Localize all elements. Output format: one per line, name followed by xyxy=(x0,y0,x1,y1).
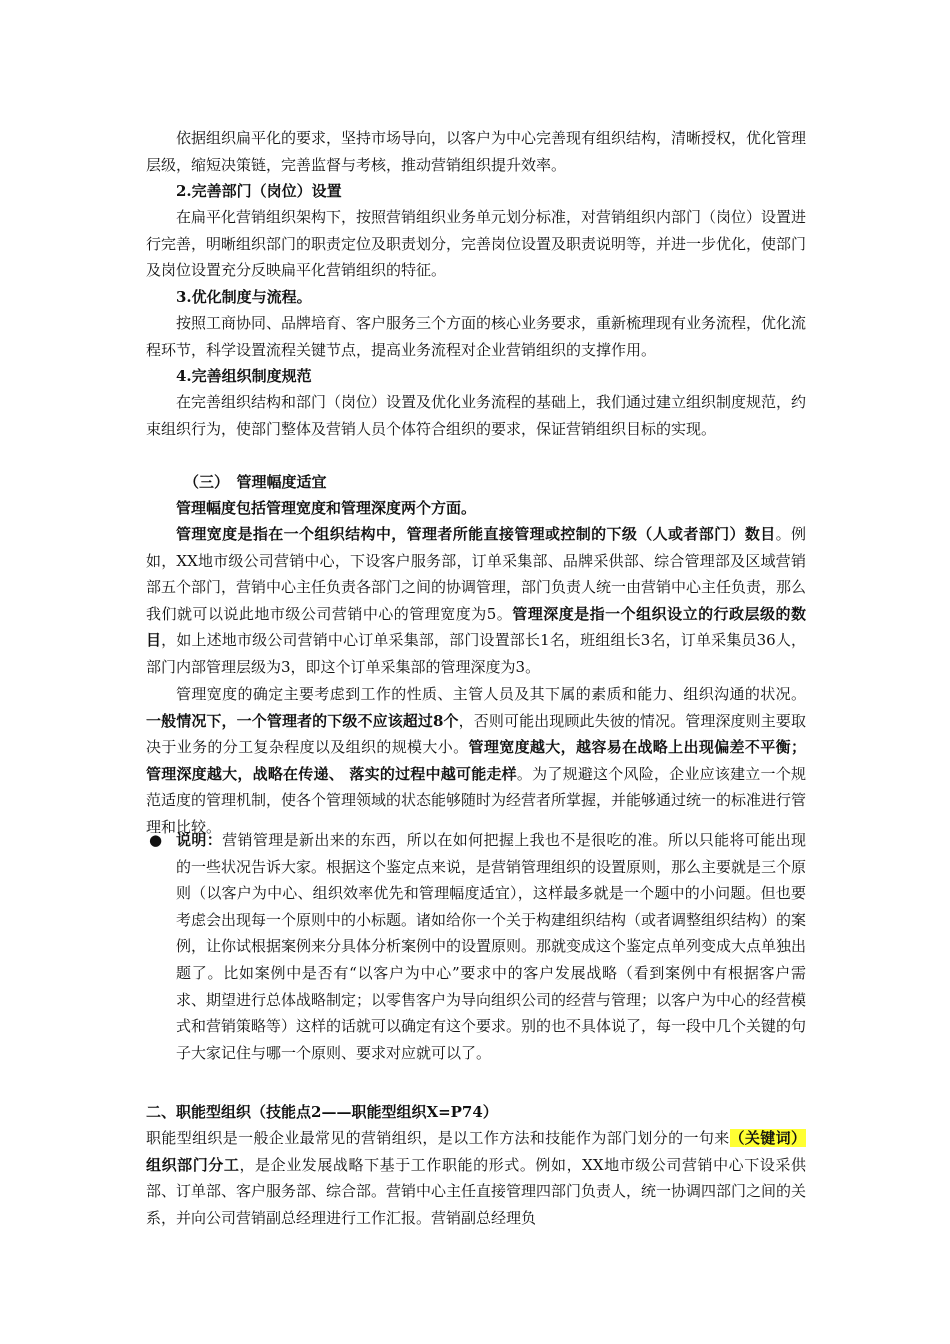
paragraph-functional-org xyxy=(146,1125,806,1231)
text-depth-example: ，如上述地市级公司营销中心订单采集部，部门设置部长1名，班组组长3名，订单采集员36人，部门内部管理层级为3，即这个订单采集部的管理深度为3。 xyxy=(146,631,806,676)
bullet-note-label: 说明： xyxy=(176,831,223,849)
paragraph-span-factors xyxy=(146,681,806,841)
paragraph-dept-setup: 在扁平化营销组织架构下，按照营销组织业务单元划分标准，对营销组织内部门（岗位）设置进行完善，明晰组织部门的职责定位及职责划分，完善岗位设置及职责说明等，并进一步优化，使部门及岗位设置充分反映扁平化营销组织的特征。 xyxy=(146,208,807,280)
text-width-example: 。例如，XX地市级公司营销中心，下设客户服务部，订单采集部、品牌采供部、综合管理部及区域营销部五个部门，营销中心主任负责各部门之间的协调管理，部门负责人统一由营销中心主任负责，那么我们就可以说此地市级公司营销中心的管理宽度为5。 xyxy=(146,525,807,623)
paragraph-system-process: 按照工商协同、品牌培育、客户服务三个方面的核心业务要求，重新梳理现有业务流程，优化流程环节，科学设置流程关键节点，提高业务流程对企业营销组织的支撑作用。 xyxy=(146,314,807,359)
paragraph-org-norms: 在完善组织结构和部门（岗位）设置及优化业务流程的基础上，我们通过建立组织制度规范，约束组织行为，使部门整体及营销人员个体符合组织的要求，保证营销组织目标的实现。 xyxy=(146,393,807,438)
bold-dept-division: 组织部门分工 xyxy=(146,1155,240,1174)
highlight-keyword: （关键词） xyxy=(729,1129,806,1147)
text-functional-example: ，是企业发展战略下基于工作职能的形式。例如，XX地市级公司营销中心下设采供部、订单部、客户服务部、综合部。营销中心主任直接管理四部门负责人，统一协调四部门之间的关系，并向公司营销副总经理进行工作汇报。营销副总经理负 xyxy=(146,1155,807,1227)
bold-width-definition: 管理宽度是指在一个组织结构中，管理者所能直接管理或控制的下级（人或者部门）数目 xyxy=(176,525,776,543)
heading-system-process: 3.优化制度与流程。 xyxy=(176,288,312,306)
bullet-note xyxy=(176,827,806,1066)
text-depth-factors: ，否则可能出现顾此失彼的情况。管理深度则主要取决于业务的分工复杂程度以及组织的规模大小。 xyxy=(146,711,806,757)
text-mitigation: 。为了规避这个风险，企业应该建立一个规范适度的管理机制，使各个管理领域的状态能够随时为经营者所掌握，并能够通过统一的标准进行管理和比较。 xyxy=(146,764,807,836)
bullet-icon: ● xyxy=(149,831,163,849)
heading-org-norms: 4.完善组织制度规范 xyxy=(176,367,312,385)
text-functional-intro: 职能型组织是一般企业最常见的营销组织，是以工作方法和技能作为部门划分的一句来 xyxy=(146,1129,730,1147)
bold-subordinate-limit: 一般情况下，一个管理者的下级不应该超过8个 xyxy=(146,711,459,730)
bullet-note-text: 营销管理是新出来的东西，所以在如何把握上我也不是很吃的准。所以只能将可能出现的一些状况告诉大家。根据这个鉴定点来说，是营销管理组织的设置原则，那么主要就是三个原则（以客户为中心、组织效率优先和管理幅度适宜），这样最多就是一个题中的小问题。但也要考虑会出现每一个原则中的小标题。诸如给你一个关于构建组织结构（或者调整组织结构）的案例，让你试根据案例来分具体分析案例中的设置原则。那就变成这个鉴定点单列变成大点单独出题了。比如案例中是否有“以客户为中心”要求中的客户发展战略（看到案例中有根据客户需求、期望进行总体战略制定；以零售客户为导向组织公司的经营与管理；以客户为中心的经营模式和营销策略等）这样的话就可以确定有这个要求。别的也不具体说了，每一段中几个关键的句子大家记住与哪一个原则、要求对应就可以了。 xyxy=(176,831,807,1062)
paragraph-span-intro: 管理幅度包括管理宽度和管理深度两个方面。 xyxy=(176,499,477,517)
text-width-factors: 管理宽度的确定主要考虑到工作的性质、主管人员及其下属的素质和能力、组织沟通的状况。 xyxy=(176,685,806,703)
bold-risk-statement: 管理宽度越大，越容易在战略上出现偏差不平衡；管理深度越大，战略在传递、 落实的过程中越可能走样 xyxy=(146,738,806,783)
paragraph-org-flattening: 依据组织扁平化的要求，坚持市场导向，以客户为中心完善现有组织结构，清晰授权，优化管理层级，缩短决策链，完善监督与考核，推动营销组织提升效率。 xyxy=(146,129,807,174)
bold-depth-definition: 管理深度是指一个组织设立的行政层级的数目 xyxy=(146,604,806,650)
heading-dept-setup: 2.完善部门（岗位）设置 xyxy=(176,182,342,200)
section-heading-functional-org: 二、职能型组织（技能点2——职能型组织X=P74） xyxy=(146,1103,498,1121)
paragraph-span-width-depth xyxy=(146,521,806,681)
section-heading-span-of-control: （三） 管理幅度适宜 xyxy=(184,473,327,491)
